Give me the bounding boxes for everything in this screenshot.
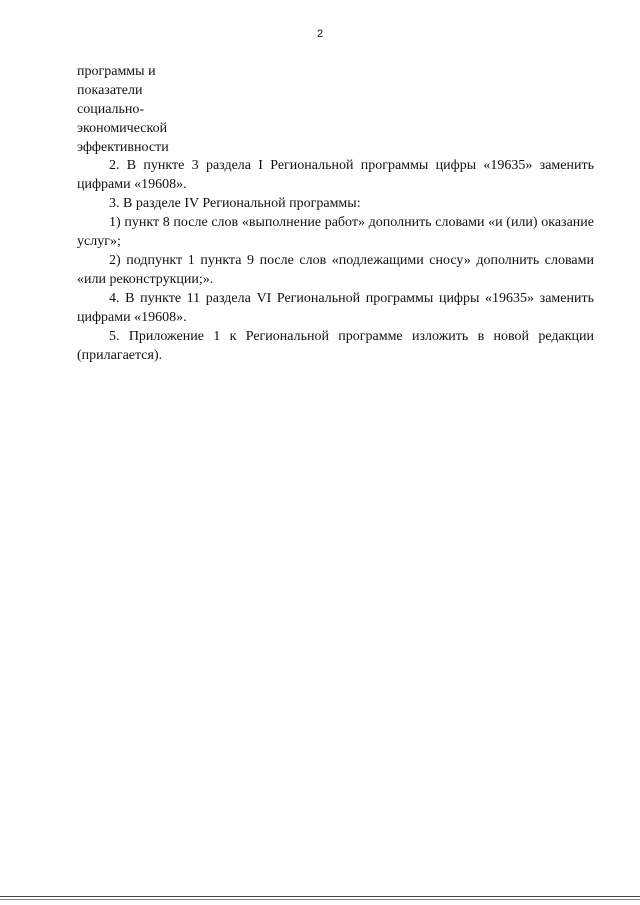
table-cell-fragment xyxy=(77,62,217,157)
left-column-line: программы и xyxy=(77,64,156,79)
scan-edge-line xyxy=(0,899,640,900)
left-column-line: показатели xyxy=(77,83,143,98)
scan-edge-line xyxy=(0,896,640,897)
paragraph: 2) подпункт 1 пункта 9 после слов «подлежащими сносу» дополнить словами «или реконструкции;». xyxy=(77,253,594,287)
paragraph: 5. Приложение 1 к Региональной программе изложить в новой редакции (прилагается). xyxy=(77,329,594,363)
paragraph: 3. В разделе IV Региональной программы: xyxy=(109,196,361,211)
left-column-line: экономической xyxy=(77,121,168,136)
paragraph: 1) пункт 8 после слов «выполнение работ» дополнить словами «и (или) оказание услуг»; xyxy=(77,215,594,249)
document-body xyxy=(77,156,594,365)
paragraph: 4. В пункте 11 раздела VI Региональной программы цифры «19635» заменить цифрами «19608». xyxy=(77,291,594,325)
paragraph: 2. В пункте 3 раздела I Региональной программы цифры «19635» заменить цифрами «19608». xyxy=(77,158,594,192)
left-column-line: социально- xyxy=(77,102,145,117)
left-column-line: эффективности xyxy=(77,140,169,155)
page-number: 2 xyxy=(316,28,324,40)
